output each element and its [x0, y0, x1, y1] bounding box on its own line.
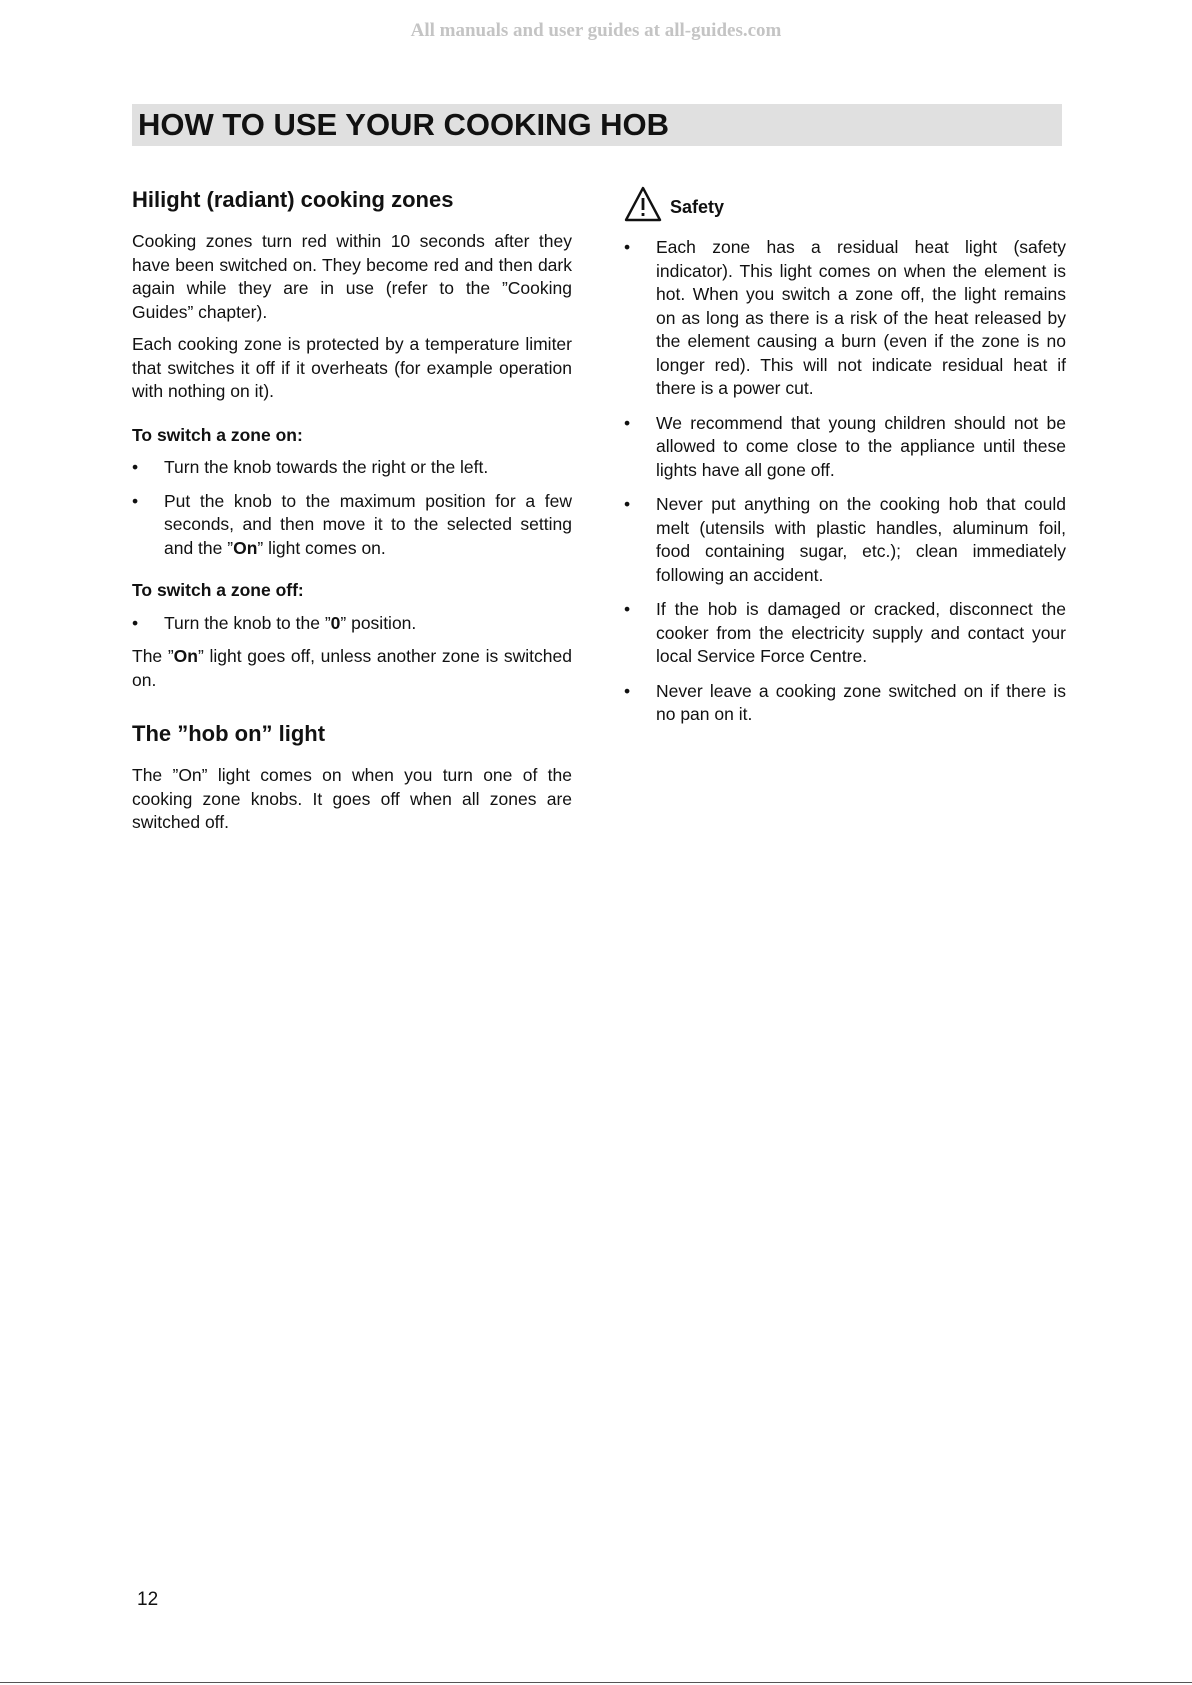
bullet-mark: • [624, 412, 631, 433]
list-item-text: If the hob is damaged or cracked, disconnect the cooker from the electricity supply and contact your local Service Force Centre. [656, 599, 1066, 666]
page-title: HOW TO USE YOUR COOKING HOB [138, 107, 670, 142]
list-item [132, 456, 572, 480]
right-column [624, 184, 1066, 727]
list-item [624, 680, 1066, 727]
section-heading-radiant-zones: Hilight (radiant) cooking zones [132, 187, 454, 212]
bullet-mark: • [132, 612, 139, 633]
bullet-mark: • [132, 490, 139, 511]
subheading-switch-on: To switch a zone on: [132, 424, 303, 445]
safety-heading-row [624, 184, 1066, 224]
list-item [624, 412, 1066, 483]
warning-triangle-icon [624, 186, 662, 222]
list-item-text-end: ” light comes on. [257, 537, 386, 558]
list-item [624, 598, 1066, 669]
list-item [132, 612, 572, 636]
page-title-bar [132, 104, 1062, 146]
on-label: On [173, 646, 198, 666]
switch-on-list [132, 456, 572, 560]
paragraph-temperature-limiter: Each cooking zone is protected by a temperature limiter that switches it off if it overheats (for example operation with nothing on it). [132, 334, 572, 401]
paragraph-hob-on-light: The ”On” light comes on when you turn one of the cooking zone knobs. It goes off when all zones are switched off. [132, 765, 572, 832]
list-item [624, 493, 1066, 587]
subheading-switch-off: To switch a zone off: [132, 580, 304, 600]
list-item-text: Each zone has a residual heat light (safety indicator). This light comes on when the element is hot. When you switch a zone off, the light remains on as long as there is a risk of the heat released by the element causing a burn (even if the zone is no longer red). This will not indicate residual heat if there is a power cut. [656, 237, 1066, 398]
list-item-text: Turn the knob to the ” [164, 612, 331, 633]
list-item-text: We recommend that young children should not be allowed to come close to the appliance until these lights have all gone off. [656, 412, 1066, 480]
bullet-mark: • [624, 494, 631, 514]
on-label: On [233, 537, 258, 558]
list-item-text: Turn the knob towards the right or the left. [164, 457, 489, 477]
bullet-mark: • [132, 457, 139, 477]
list-item-text: Never put anything on the cooking hob that could melt (utensils with plastic handles, aluminum foil, food containing sugar, etc.); clean immediately following an accident. [656, 494, 1066, 585]
list-item-text: Never leave a cooking zone switched on if there is no pan on it. [656, 680, 1066, 724]
safety-list [624, 236, 1066, 727]
page-number: 12 [137, 1589, 159, 1610]
bottom-rule [0, 1682, 1192, 1683]
list-item-text-end: ” position. [340, 612, 417, 633]
list-item [624, 236, 1066, 401]
watermark: All manuals and user guides at all-guides.com [410, 20, 782, 41]
list-item-text: Put the knob to the maximum position for a few seconds, and then move it to the selected setting and the ” [164, 490, 572, 558]
bullet-mark: • [624, 599, 631, 619]
switch-off-list [132, 612, 572, 636]
paragraph-on-light-off [132, 645, 572, 692]
text: The ” [132, 646, 174, 666]
text: ” light goes off, unless another zone is switched on. [132, 646, 572, 690]
paragraph-zones-turn-red: Cooking zones turn red within 10 seconds after they have been switched on. They become red and then dark again while they are in use (refer to the ”Cooking Guides” chapter). [132, 231, 572, 322]
zero-label: 0 [330, 612, 341, 633]
left-column [132, 184, 572, 835]
safety-heading: Safety [670, 197, 725, 218]
bullet-mark: • [624, 237, 631, 257]
section-heading-hob-on-light: The ”hob on” light [132, 721, 326, 746]
bullet-mark: • [624, 680, 631, 701]
list-item [132, 490, 572, 561]
